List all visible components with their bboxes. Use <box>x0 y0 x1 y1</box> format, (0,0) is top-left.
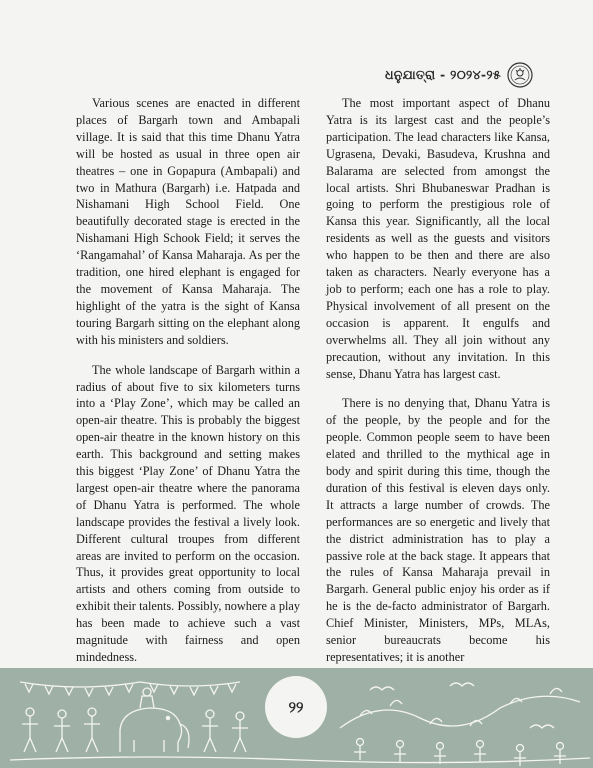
header-title: ଧନୁଯାତ୍ରା - ୨୦୨୪-୨୫ <box>385 67 501 82</box>
paragraph: There is no denying that, Dhanu Yatra is of the people, by the people and for the people. Common people seem to have been elated and thrilled to the mythical age in body and spirit during this time, though the duration of this festival is eleven days only. It attracts a large number of crowds. The performances are so energetic and lively that the district administration has to play a passive role at the back stage. It appears that the rules of Kansa Maharaja prevail in Bargarh. General public enjoy his order as if he is the de-facto administrator of Bargarh. Chief Minister, Ministers, MPs, MLAs, senior bureaucrats become his representatives; it is another <box>326 396 550 664</box>
paragraph: The whole landscape of Bargarh within a radius of about five to six kilometers turns into a ‘Play Zone’, which may be called an open-air theatre. This is probably the biggest open-air theatre in the known history on this earth. This background and setting makes this biggest ‘Play Zone’ of Dhanu Yatra the largest open-air theatre where the panorama of Dhanu Yatra is performed. The whole landscape provides the festival a lively look. Different cultural troupes from different areas are invited to perform on the occasion. Thus, it provides great opportunity to local artists and others coming from outside to exhibit their talents. Possibly, nowhere a play has been made to achieve such a vast magnitude with fairness and open mindedness. <box>76 362 300 664</box>
article-body <box>76 95 550 679</box>
paragraph: Various scenes are enacted in different places of Bargarh town and Ambapali village. It is said that this time Dhanu Yatra will be hosted as usual in three open air theatres – one in Gopapura (Ambapali) and two in Mathura (Bargarh) i.e. Hatpada and Nishamani High School Field. One beautifully decorated stage is erected in the Nishamani High Schook Field; it serves the ‘Rangamahal’ of Kansa Maharaja. As per the tradition, one hired elephant is engaged for the movement of Kansa Maharaja. The highlight of the yatra is the sight of Kansa touring Bargarh sitting on the elephant along with his ministers and soldiers. <box>76 96 300 347</box>
odisha-emblem-icon <box>507 62 533 88</box>
paragraph: The most important aspect of Dhanu Yatra is its largest cast and the people’s participation. The lead characters like Kansa, Ugrasena, Devaki, Basudeva, Krushna and Balarama are selected from amongst the local artists. Shri Bhubaneswar Pradhan is going to perform the prestigious role of Kansa this year. Significantly, all the local residents as well as the guests and visitors who happen to be then and there are also taken as characters. Nearly everyone has a job to perform; each one has a role to play. Physical involvement of all present on the occasion is apparent. It engulfs and overwhelms all. They all join without any precaution, without any invitation. In this sense, Dhanu Yatra has largest cast. <box>326 96 550 381</box>
left-column <box>76 95 300 679</box>
right-column <box>326 95 550 679</box>
running-header <box>385 62 533 88</box>
page-number-badge <box>265 676 327 738</box>
page-number: ୨୨ <box>288 698 304 716</box>
